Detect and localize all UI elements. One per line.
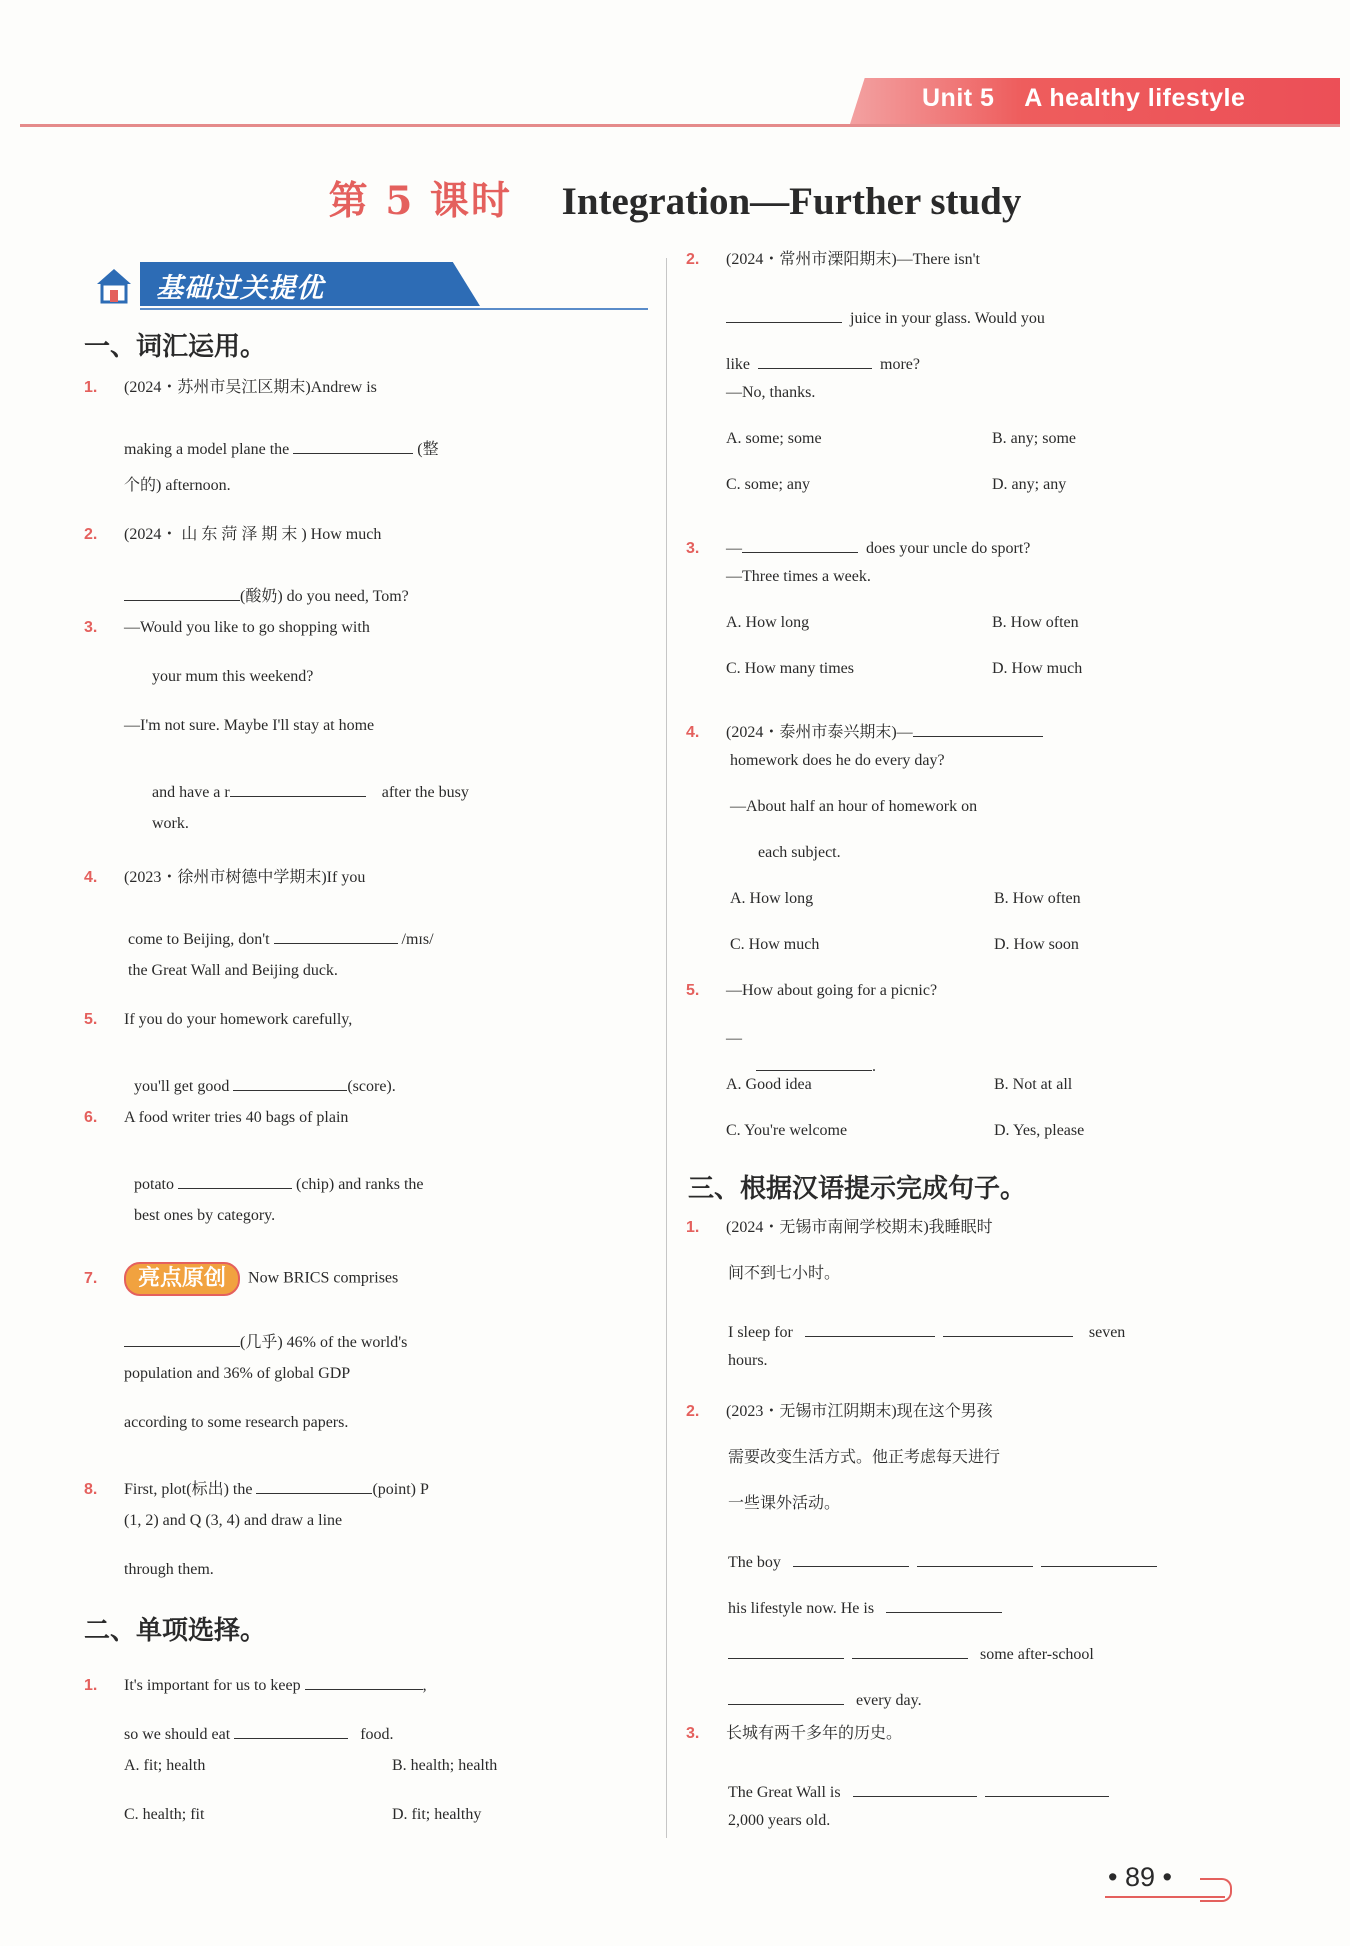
- option-d[interactable]: D. How much: [992, 660, 1083, 677]
- page-corner-arc-icon: [1200, 1878, 1232, 1902]
- answer-blank[interactable]: [234, 1708, 348, 1739]
- question-line: 2. (2023・无锡市江阴期末)现在这个男孩: [686, 1403, 993, 1420]
- answer-blank[interactable]: [886, 1582, 1002, 1613]
- option-a[interactable]: A. How long: [726, 614, 810, 631]
- question-line: population and 36% of global GDP: [124, 1365, 351, 1382]
- question-line: 2,000 years old.: [728, 1812, 831, 1829]
- option-c[interactable]: C. health; fit: [124, 1806, 205, 1823]
- column-divider: [666, 258, 667, 1838]
- option-c[interactable]: C. some; any: [726, 476, 810, 493]
- question-line: 2. (2024・ 山 东 菏 泽 期 末 ) How much: [84, 526, 382, 543]
- section-heading-translate: 三、根据汉语提示完成句子。: [688, 1174, 1027, 1204]
- answer-blank[interactable]: [758, 338, 872, 369]
- section-banner: [88, 262, 648, 312]
- answer-blank[interactable]: [913, 706, 1043, 737]
- question-line: 7. 亮点原创 Now BRICS comprises: [84, 1262, 398, 1296]
- option-d[interactable]: D. any; any: [992, 476, 1067, 493]
- question-line: 1. (2024・苏州市吴江区期末)Andrew is: [84, 379, 377, 396]
- unit-header: [922, 84, 1245, 120]
- answer-blank[interactable]: [124, 1316, 240, 1347]
- question-line: through them.: [124, 1561, 214, 1578]
- unit-title: A healthy lifestyle: [1024, 84, 1246, 112]
- lesson-number: 第 5 课时: [328, 178, 512, 224]
- question-line: (1, 2) and Q (3, 4) and draw a line: [124, 1512, 343, 1529]
- option-d[interactable]: D. Yes, please: [994, 1122, 1085, 1139]
- question-line: and have a r after the busy: [152, 766, 469, 802]
- option-a[interactable]: A. How long: [730, 890, 814, 907]
- answer-blank[interactable]: [756, 1040, 872, 1071]
- option-c[interactable]: C. You're welcome: [726, 1122, 848, 1139]
- question-line: 一些课外活动。: [728, 1495, 841, 1512]
- answer-blank[interactable]: [805, 1306, 935, 1337]
- answer-blank[interactable]: [943, 1306, 1073, 1337]
- question-line: —About half an hour of homework on: [730, 798, 978, 815]
- section-heading-vocab: 一、词汇运用。: [84, 332, 267, 362]
- question-line: 1. (2024・无锡市南闸学校期末)我睡眠时: [686, 1219, 993, 1236]
- question-line: potato (chip) and ranks the: [134, 1158, 424, 1194]
- question-line: you'll get good (score).: [134, 1060, 396, 1096]
- option-a[interactable]: A. Good idea: [726, 1076, 812, 1093]
- question-line: 3. — does your uncle do sport?: [686, 522, 1030, 558]
- answer-blank[interactable]: [917, 1536, 1033, 1567]
- question-line: 2. (2024・常州市溧阳期末)—There isn't: [686, 251, 980, 268]
- question-line: making a model plane the (整: [124, 423, 439, 459]
- option-b[interactable]: B. How often: [992, 614, 1079, 631]
- banner-label: 基础过关提优: [156, 273, 324, 304]
- question-line: 4. (2023・徐州市树德中学期末)If you: [84, 869, 366, 886]
- question-line: —No, thanks.: [726, 384, 816, 401]
- question-line: hours.: [728, 1352, 768, 1369]
- answer-blank[interactable]: [178, 1158, 292, 1189]
- answer-blank[interactable]: [985, 1766, 1109, 1797]
- question-line: the Great Wall and Beijing duck.: [128, 962, 338, 979]
- question-line: so we should eat food.: [124, 1708, 394, 1744]
- header-rule: [20, 124, 1340, 127]
- question-line: some after-school: [728, 1628, 1094, 1664]
- question-line: according to some research papers.: [124, 1414, 349, 1431]
- answer-blank[interactable]: [293, 423, 413, 454]
- option-b[interactable]: B. Not at all: [994, 1076, 1073, 1093]
- question-line: work.: [152, 815, 189, 832]
- question-line: juice in your glass. Would you: [726, 292, 1045, 328]
- question-line: each subject.: [758, 844, 841, 861]
- question-line: —: [726, 1030, 742, 1047]
- banner-rule: [140, 308, 648, 310]
- answer-blank[interactable]: [233, 1060, 347, 1091]
- question-line: come to Beijing, don't /mɪs/: [128, 913, 434, 949]
- answer-blank[interactable]: [728, 1674, 844, 1705]
- option-d[interactable]: D. fit; healthy: [392, 1806, 482, 1823]
- question-line: like more?: [726, 338, 920, 374]
- original-badge: 亮点原创: [124, 1262, 240, 1296]
- question-line: —Three times a week.: [726, 568, 871, 585]
- question-line: 5. —How about going for a picnic?: [686, 982, 938, 999]
- answer-blank[interactable]: [256, 1463, 372, 1494]
- question-line: best ones by category.: [134, 1207, 276, 1224]
- option-a[interactable]: A. fit; health: [124, 1757, 206, 1774]
- lesson-name: Integration—Further study: [561, 180, 1022, 223]
- answer-blank[interactable]: [742, 522, 858, 553]
- question-line: 6. A food writer tries 40 bags of plain: [84, 1109, 349, 1126]
- question-line: 8. First, plot(标出) the (point) P: [84, 1463, 429, 1499]
- question-line: .: [756, 1040, 876, 1076]
- option-c[interactable]: C. How much: [730, 936, 820, 953]
- question-line: (几乎) 46% of the world's: [124, 1316, 407, 1352]
- answer-blank[interactable]: [853, 1766, 977, 1797]
- question-line: I sleep for seven: [728, 1306, 1125, 1342]
- question-line: 3. —Would you like to go shopping with: [84, 619, 370, 636]
- option-a[interactable]: A. some; some: [726, 430, 822, 447]
- question-line: The Great Wall is: [728, 1766, 1109, 1802]
- page-title: [0, 170, 1350, 226]
- answer-blank[interactable]: [305, 1659, 423, 1690]
- option-b[interactable]: B. health; health: [392, 1757, 498, 1774]
- question-line: 1. It's important for us to keep ,: [84, 1659, 427, 1695]
- option-c[interactable]: C. How many times: [726, 660, 854, 677]
- section-heading-choice: 二、单项选择。: [84, 1616, 267, 1646]
- answer-blank[interactable]: [230, 766, 366, 797]
- answer-blank[interactable]: [274, 913, 398, 944]
- house-icon: [94, 266, 134, 306]
- question-line: your mum this weekend?: [152, 668, 314, 685]
- question-line: 3. 长城有两千多年的历史。: [686, 1725, 903, 1742]
- option-d[interactable]: D. How soon: [994, 936, 1079, 953]
- answer-blank[interactable]: [726, 292, 842, 323]
- question-line: (酸奶) do you need, Tom?: [124, 570, 409, 606]
- unit-label: Unit 5: [922, 84, 995, 112]
- answer-blank[interactable]: [793, 1536, 909, 1567]
- question-line: —I'm not sure. Maybe I'll stay at home: [124, 717, 375, 734]
- option-b[interactable]: B. any; some: [992, 430, 1076, 447]
- question-line: homework does he do every day?: [730, 752, 945, 769]
- question-line: every day.: [728, 1674, 922, 1710]
- question-line: 5. If you do your homework carefully,: [84, 1011, 353, 1028]
- answer-blank[interactable]: [852, 1628, 968, 1659]
- question-line: 间不到七小时。: [728, 1265, 841, 1282]
- option-b[interactable]: B. How often: [994, 890, 1081, 907]
- question-line: 4. (2024・泰州市泰兴期末)—: [686, 706, 1043, 742]
- question-line: The boy: [728, 1536, 1157, 1572]
- page-number: • 89 •: [1108, 1862, 1172, 1892]
- question-line: 需要改变生活方式。他正考虑每天进行: [728, 1449, 1001, 1466]
- answer-blank[interactable]: [728, 1628, 844, 1659]
- question-line: 个的) afternoon.: [124, 477, 231, 494]
- question-line: his lifestyle now. He is: [728, 1582, 1002, 1618]
- answer-blank[interactable]: [1041, 1536, 1157, 1567]
- answer-blank[interactable]: [124, 570, 240, 601]
